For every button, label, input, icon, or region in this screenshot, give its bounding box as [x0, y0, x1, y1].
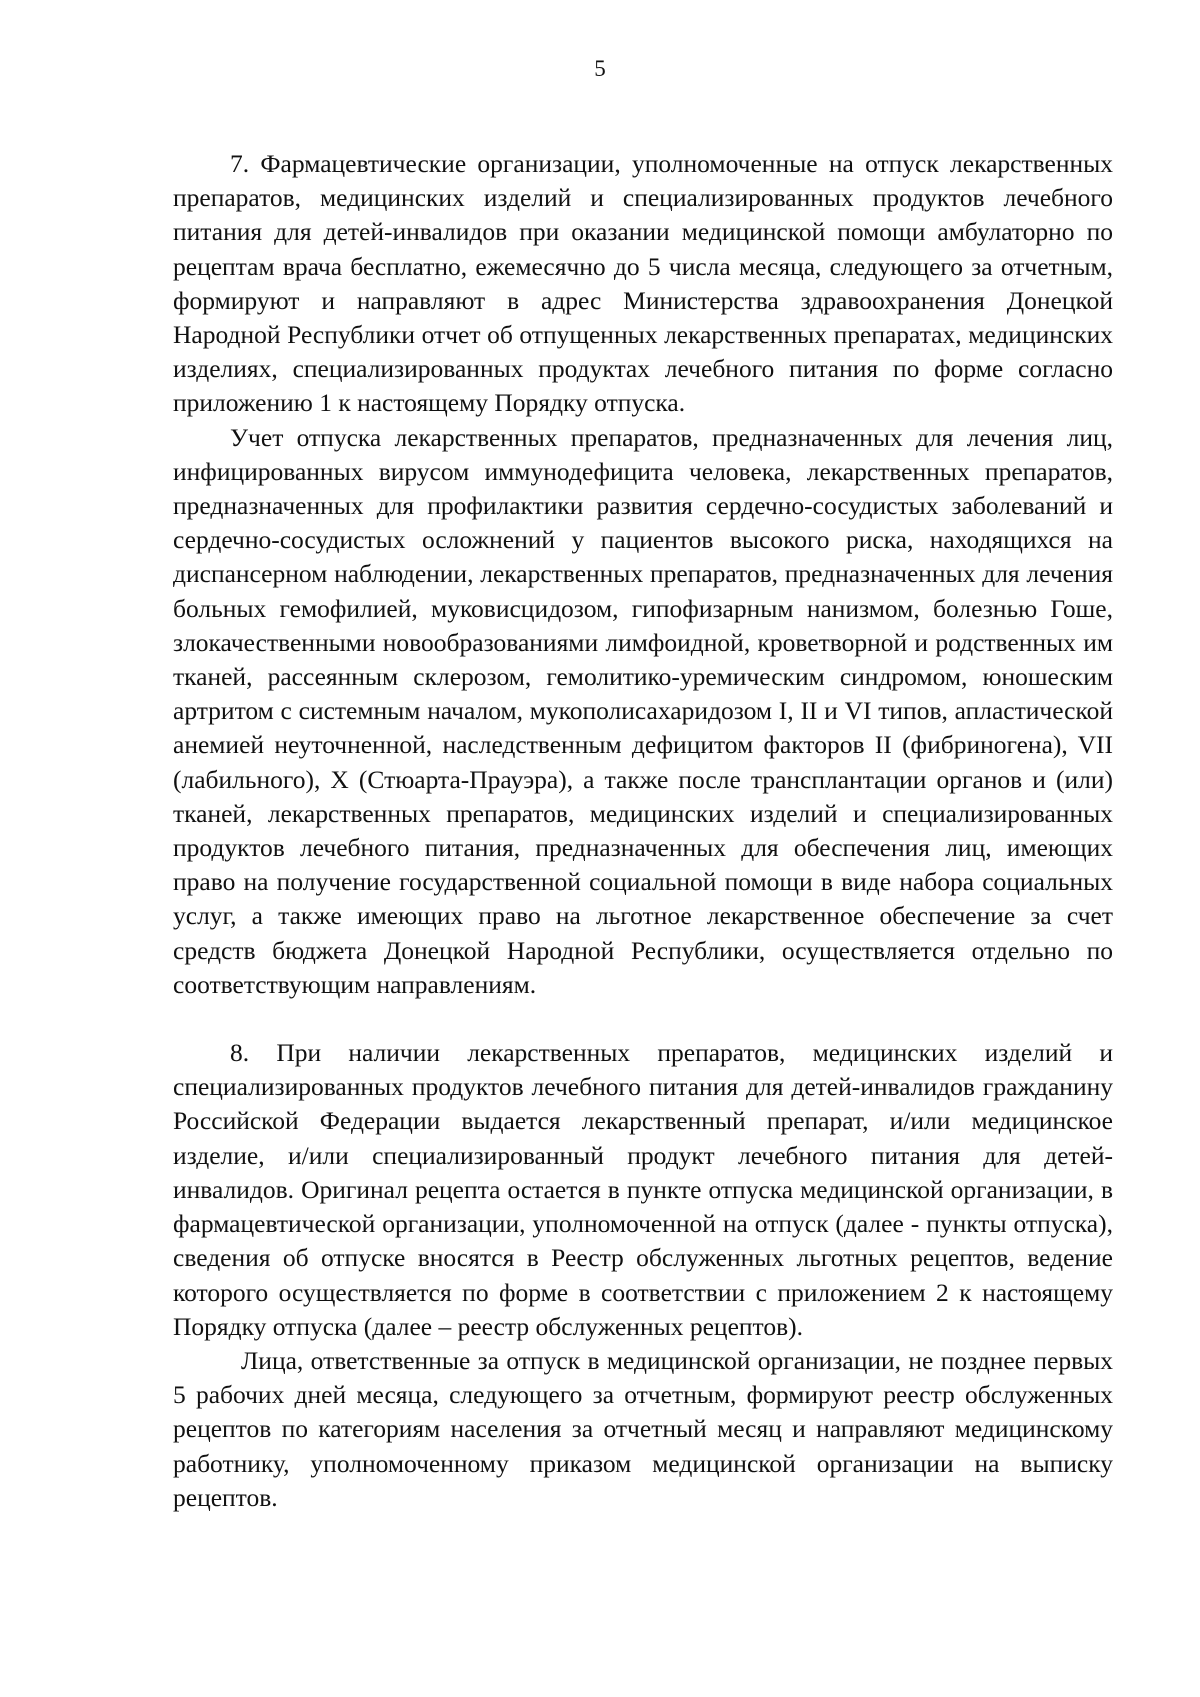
paragraph-responsible-persons: Лица, ответственные за отпуск в медицинской организации, не позднее первых 5 рабочих дней месяца, следующего за отчетным, формируют реестр обслуженных рецептов по категориям населения за отчетный месяц и направляют медицинскому работнику, уполномоченному приказом медицинской организации на выписку рецептов. — [173, 1345, 1113, 1512]
paragraph-8: 8. При наличии лекарственных препаратов, медицинских изделий и специализированных продуктов лечебного питания для детей-инвалидов гражданину Российской Федерации выдается лекарственный препарат, и/или медицинское изделие, и/или специализированный продукт лечебного питания для детей-инвалидов. Оригинал рецепта остается в пункте отпуска медицинской организации, в фармацевтической организации, уполномоченной на отпуск (далее - пункты отпуска), сведения об отпуске вносятся в Реестр обслуженных льготных рецептов, ведение которого осуществляется по форме в соответствии с приложением 2 к настоящему Порядку отпуска (далее – реестр обслуженных рецептов). — [173, 1038, 1113, 1341]
page-number: 5 — [594, 56, 606, 81]
document-body — [173, 147, 1113, 1515]
paragraph-accounting: Учет отпуска лекарственных препаратов, предназначенных для лечения лиц, инфицированных вирусом иммунодефицита человека, лекарственных препаратов, предназначенных для профилактики развития сердечно-сосудистых заболеваний и сердечно-сосудистых осложнений у пациентов высокого риска, находящихся на диспансерном наблюдении, лекарственных препаратов, предназначенных для лечения больных гемофилией, муковисцидозом, гипофизарным нанизмом, болезнью Гоше, злокачественными новообразованиями лимфоидной, кроветворной и родственных им тканей, рассеянным склерозом, гемолитико-уремическим синдромом, юношеским артритом с системным началом, мукополисахаридозом I, II и VI типов, апластической анемией неуточненной, наследственным дефицитом факторов II (фибриногена), VII (лабильного), X (Стюарта-Прауэра), а также после трансплантации органов и (или) тканей, лекарственных препаратов, медицинских изделий и специализированных продуктов лечебного питания, предназначенных для обеспечения лиц, имеющих право на получение государственной социальной помощи в виде набора социальных услуг, а также имеющих право на льготное лекарственное обеспечение за счет средств бюджета Донецкой Народной Республики, осуществляется отдельно по соответствующим направлениям. — [173, 422, 1113, 999]
paragraph-7: 7. Фармацевтические организации, уполномоченные на отпуск лекарственных препаратов, медицинских изделий и специализированных продуктов лечебного питания для детей-инвалидов при оказании медицинской помощи амбулаторно по рецептам врача бесплатно, ежемесячно до 5 числа месяца, следующего за отчетным, формируют и направляют в адрес Министерства здравоохранения Донецкой Народной Республики отчет об отпущенных лекарственных препаратах, медицинских изделиях, специализированных продуктах лечебного питания по форме согласно приложению 1 к настоящему Порядку отпуска. — [173, 149, 1113, 418]
